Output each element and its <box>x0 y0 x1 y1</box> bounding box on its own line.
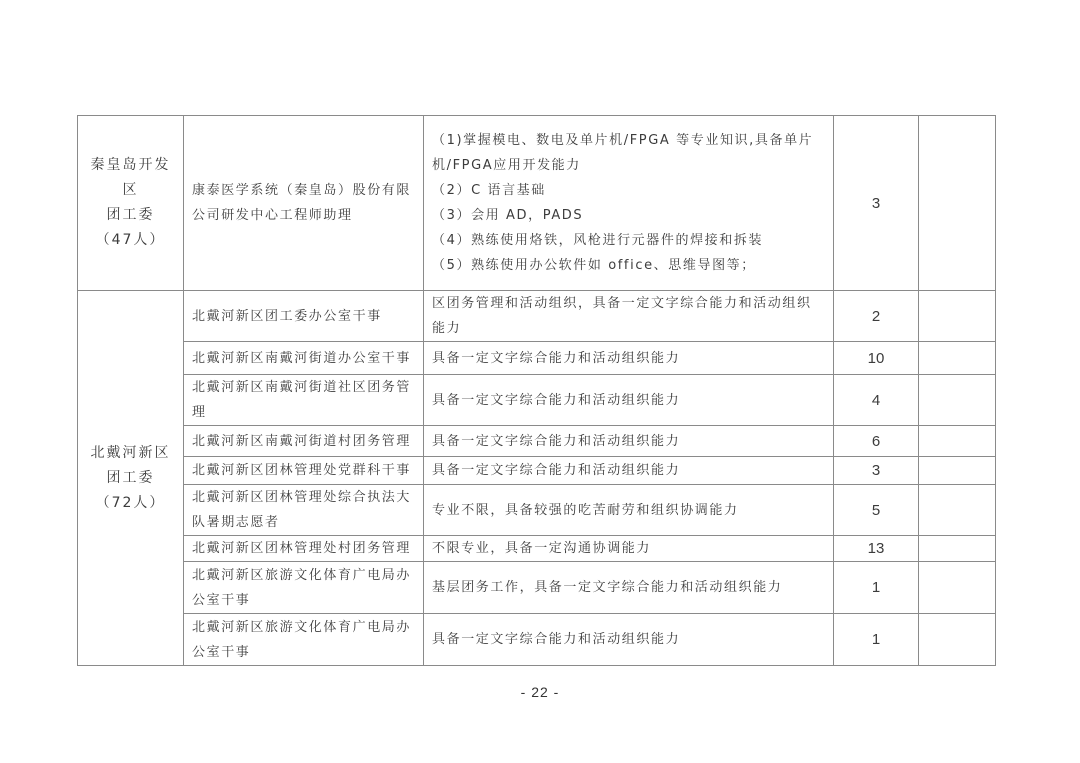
table-row <box>78 562 996 614</box>
requirement-line: （4）熟练使用烙铁，风枪进行元器件的焊接和拆装 <box>432 233 764 248</box>
requirements-cell: 具备一定文字综合能力和活动组织能力 <box>424 614 834 666</box>
table-row <box>78 536 996 562</box>
count-cell: 4 <box>834 375 919 426</box>
table-row <box>78 457 996 485</box>
requirements-cell: 不限专业，具备一定沟通协调能力 <box>424 536 834 562</box>
unit-cell <box>78 291 184 666</box>
count-cell: 3 <box>834 116 919 291</box>
position-cell: 北戴河新区旅游文化体育广电局办公室干事 <box>184 614 424 666</box>
unit-name: 北戴河新区 <box>90 444 171 461</box>
count-cell: 13 <box>834 536 919 562</box>
note-cell <box>919 485 996 536</box>
requirements-cell: 专业不限，具备较强的吃苦耐劳和组织协调能力 <box>424 485 834 536</box>
unit-org: 团工委 <box>106 207 155 223</box>
table-row <box>78 375 996 426</box>
note-cell <box>919 342 996 375</box>
count-cell: 5 <box>834 485 919 536</box>
requirement-line: （5）熟练使用办公软件如 office、思维导图等； <box>432 258 756 273</box>
requirement-line: （2）C 语言基础 <box>432 183 546 198</box>
count-cell: 1 <box>834 562 919 614</box>
requirements-cell: 具备一定文字综合能力和活动组织能力 <box>424 342 834 375</box>
unit-cell <box>78 116 184 291</box>
note-cell <box>919 562 996 614</box>
note-cell <box>919 291 996 342</box>
position-cell: 北戴河新区团林管理处村团务管理 <box>184 536 424 562</box>
requirement-line: （1)掌握模电、数电及单片机/FPGA 等专业知识,具备单片机/FPGA应用开发能力 <box>432 133 814 173</box>
requirements-cell: 基层团务工作，具备一定文字综合能力和活动组织能力 <box>424 562 834 614</box>
note-cell <box>919 116 996 291</box>
unit-count: （72人） <box>95 494 166 511</box>
note-cell <box>919 536 996 562</box>
page-number: - 22 - <box>520 684 560 700</box>
position-cell: 康泰医学系统（秦皇岛）股份有限公司研发中心工程师助理 <box>184 116 424 291</box>
requirements-cell: 具备一定文字综合能力和活动组织能力 <box>424 375 834 426</box>
requirements-cell: 区团务管理和活动组织，具备一定文字综合能力和活动组织能力 <box>424 291 834 342</box>
count-cell: 3 <box>834 457 919 485</box>
position-cell: 北戴河新区南戴河街道村团务管理 <box>184 426 424 457</box>
table-row <box>78 614 996 666</box>
count-cell: 6 <box>834 426 919 457</box>
note-cell <box>919 614 996 666</box>
requirement-line: （3）会用 AD，PADS <box>432 208 584 223</box>
requirements-cell: 具备一定文字综合能力和活动组织能力 <box>424 426 834 457</box>
count-cell: 10 <box>834 342 919 375</box>
requirements-cell: 具备一定文字综合能力和活动组织能力 <box>424 457 834 485</box>
position-cell: 北戴河新区团林管理处党群科干事 <box>184 457 424 485</box>
recruitment-table <box>77 115 996 666</box>
table-row <box>78 342 996 375</box>
position-cell: 北戴河新区旅游文化体育广电局办公室干事 <box>184 562 424 614</box>
position-cell: 北戴河新区团工委办公室干事 <box>184 291 424 342</box>
unit-count: （47人） <box>95 232 166 248</box>
position-cell: 北戴河新区南戴河街道社区团务管理 <box>184 375 424 426</box>
table-row <box>78 291 996 342</box>
note-cell <box>919 426 996 457</box>
note-cell <box>919 457 996 485</box>
table-row <box>78 426 996 457</box>
table-row <box>78 116 996 291</box>
requirements-cell <box>424 116 834 291</box>
count-cell: 1 <box>834 614 919 666</box>
count-cell: 2 <box>834 291 919 342</box>
position-cell: 北戴河新区团林管理处综合执法大队暑期志愿者 <box>184 485 424 536</box>
note-cell <box>919 375 996 426</box>
position-cell: 北戴河新区南戴河街道办公室干事 <box>184 342 424 375</box>
unit-name: 秦皇岛开发区 <box>90 157 171 198</box>
unit-org: 团工委 <box>106 469 155 486</box>
table-row <box>78 485 996 536</box>
